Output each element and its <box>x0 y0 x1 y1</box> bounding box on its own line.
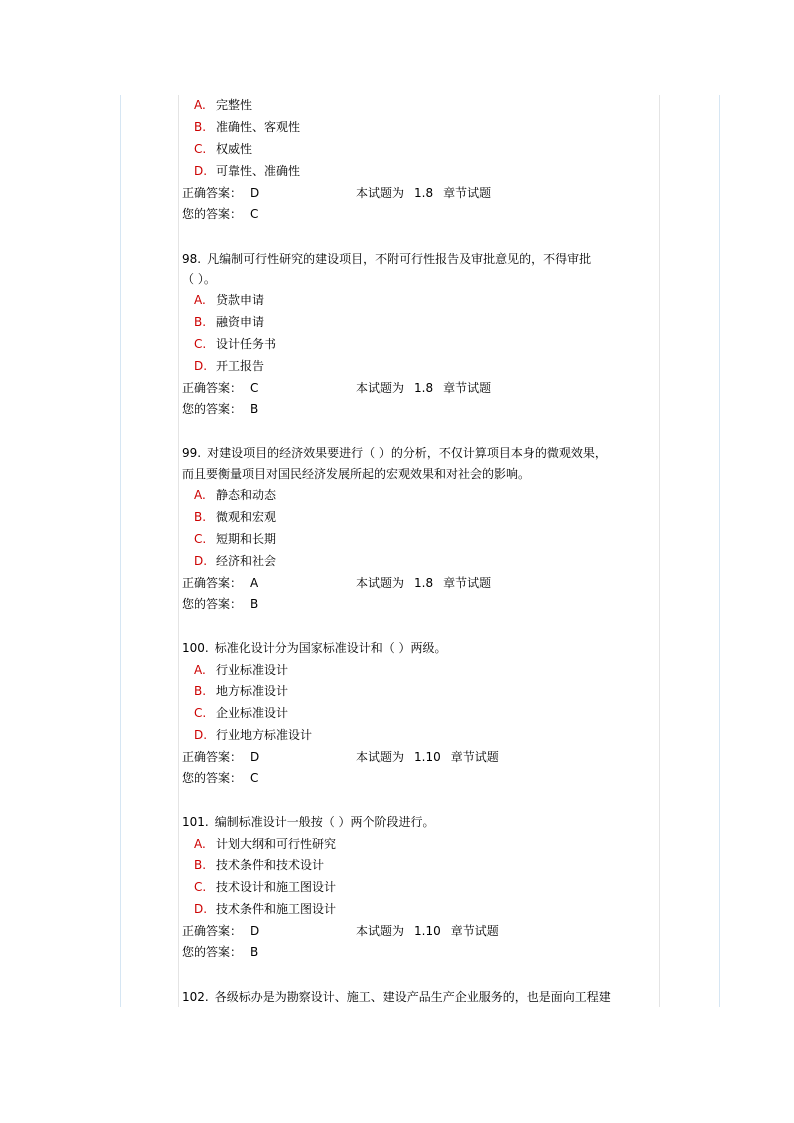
option-a: A. 计划大纲和可行性研究 <box>194 837 337 851</box>
option-a: A. 静态和动态 <box>194 488 277 502</box>
option-a: A. 行业标准设计 <box>194 663 289 677</box>
option-d: D. 行业地方标准设计 <box>194 728 313 742</box>
option-a: A. 贷款申请 <box>194 293 265 307</box>
option-a: A. 完整性 <box>194 98 253 112</box>
correct-answer-row: 正确答案： A 本试题为 1.8 章节试题 <box>182 574 258 592</box>
question-text: 98. 凡编制可行性研究的建设项目，不附可行性报告及审批意见的，不得审批 <box>182 252 592 266</box>
option-d: D. 开工报告 <box>194 359 265 373</box>
option-b: B. 技术条件和技术设计 <box>194 858 325 872</box>
content-border-left <box>178 95 179 1007</box>
option-b: B. 地方标准设计 <box>194 684 289 698</box>
question-text-line2: 而且要衡量项目对国民经济发展所起的宏观效果和对社会的影响。 <box>182 467 531 481</box>
score-info: 本试题为 1.10 章节试题 <box>356 924 499 938</box>
option-c: C. 权威性 <box>194 142 253 156</box>
option-c: C. 企业标准设计 <box>194 706 289 720</box>
option-b: B. 准确性、客观性 <box>194 120 301 134</box>
question-text: 101. 编制标准设计一般按（ ）两个阶段进行。 <box>182 815 435 829</box>
correct-answer-row: 正确答案： D 本试题为 1.10 章节试题 <box>182 922 259 940</box>
score-info: 本试题为 1.8 章节试题 <box>356 381 492 395</box>
content-border-right <box>659 95 660 1007</box>
option-b: B. 微观和宏观 <box>194 510 277 524</box>
page-border-right <box>719 95 720 1007</box>
your-answer-row: 您的答案： B <box>182 597 259 611</box>
correct-answer-row: 正确答案： D 本试题为 1.8 章节试题 <box>182 184 259 202</box>
your-answer-row: 您的答案： B <box>182 945 259 959</box>
your-answer-row: 您的答案： C <box>182 207 259 221</box>
option-c: C. 技术设计和施工图设计 <box>194 880 337 894</box>
option-d: D. 经济和社会 <box>194 554 277 568</box>
option-d: D. 可靠性、准确性 <box>194 164 301 178</box>
score-info: 本试题为 1.8 章节试题 <box>356 186 492 200</box>
your-answer-row: 您的答案： B <box>182 402 259 416</box>
score-info: 本试题为 1.10 章节试题 <box>356 750 499 764</box>
question-text-line2: （ ）。 <box>182 272 216 286</box>
correct-answer-row: 正确答案： D 本试题为 1.10 章节试题 <box>182 748 259 766</box>
correct-answer-row: 正确答案： C 本试题为 1.8 章节试题 <box>182 379 258 397</box>
your-answer-row: 您的答案： C <box>182 771 259 785</box>
score-info: 本试题为 1.8 章节试题 <box>356 576 492 590</box>
option-b: B. 融资申请 <box>194 315 265 329</box>
question-text: 100. 标准化设计分为国家标准设计和（ ）两级。 <box>182 641 447 655</box>
option-c: C. 设计任务书 <box>194 337 277 351</box>
question-text: 99. 对建设项目的经济效果要进行（ ）的分析，不仅计算项目本身的微观效果， <box>182 446 607 460</box>
page-border-left <box>120 95 121 1007</box>
question-text: 102. 各级标办是为勘察设计、施工、建设产品生产企业服务的，也是面向工程建 <box>182 990 611 1004</box>
option-d: D. 技术条件和施工图设计 <box>194 902 337 916</box>
option-c: C. 短期和长期 <box>194 532 277 546</box>
